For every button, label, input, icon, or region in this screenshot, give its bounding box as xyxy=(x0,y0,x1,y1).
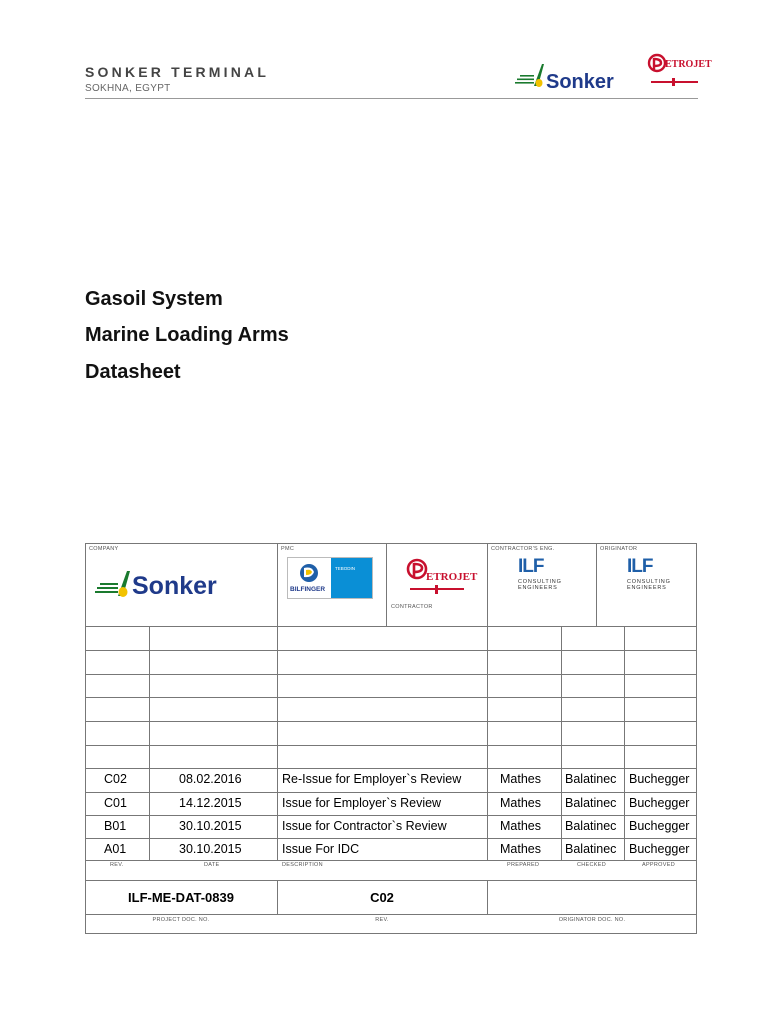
originator-label: ORIGINATOR xyxy=(600,546,638,552)
approved-cell: Buchegger xyxy=(629,842,690,856)
ilf-contractors-eng-logo: ILF CONSULTING ENGINEERS xyxy=(518,556,562,591)
rev-cell: C02 xyxy=(104,772,127,786)
prepared-cell: Mathes xyxy=(500,772,541,786)
doc-revision: C02 xyxy=(370,890,394,905)
petrojet-logo xyxy=(648,50,712,90)
sonker-logo xyxy=(514,56,644,96)
checked-header: CHECKED xyxy=(577,862,606,868)
approved-cell: Buchegger xyxy=(629,819,690,833)
rev-label: REV. xyxy=(375,917,389,923)
bilfinger-tebodin-logo: BILFINGER TEBODIN xyxy=(287,557,373,599)
ilf-originator-logo: ILF CONSULTING ENGINEERS xyxy=(627,556,671,591)
checked-cell: Balatinec xyxy=(565,819,617,833)
header-logos xyxy=(514,56,712,96)
prepared-cell: Mathes xyxy=(500,842,541,856)
originator-doc-label: ORIGINATOR DOC. NO. xyxy=(558,917,626,923)
description-header: DESCRIPTION xyxy=(282,862,323,868)
svg-text:Sonker: Sonker xyxy=(546,71,614,93)
prepared-cell: Mathes xyxy=(500,819,541,833)
date-cell: 30.10.2015 xyxy=(179,842,242,856)
project-doc-label: PROJECT DOC. NO. xyxy=(152,917,210,923)
header-divider xyxy=(85,98,698,99)
contractor-label: CONTRACTOR xyxy=(391,604,433,610)
prepared-header: PREPARED xyxy=(507,862,540,868)
svg-text:Sonker: Sonker xyxy=(132,572,217,600)
company-label: COMPANY xyxy=(89,546,119,552)
rev-cell: B01 xyxy=(104,819,127,833)
description-cell: Issue for Contractor`s Review xyxy=(282,819,447,833)
rev-cell: A01 xyxy=(104,842,127,856)
project-doc-number: ILF-ME-DAT-0839 xyxy=(128,890,234,905)
description-cell: Issue for Employer`s Review xyxy=(282,796,442,810)
sonker-company-logo xyxy=(94,566,264,606)
doc-title-line-2: Marine Loading Arms xyxy=(85,324,289,346)
pmc-label: PMC xyxy=(281,546,295,552)
date-cell: 08.02.2016 xyxy=(179,772,242,786)
date-cell: 14.12.2015 xyxy=(179,796,242,810)
date-cell: 30.10.2015 xyxy=(179,819,242,833)
doc-title-line-3: Datasheet xyxy=(85,361,181,383)
prepared-cell: Mathes xyxy=(500,796,541,810)
petrojet-contractor-logo xyxy=(406,556,478,598)
description-cell: Issue For IDC xyxy=(282,842,360,856)
doc-title-line-1: Gasoil System xyxy=(85,288,223,310)
company-header-title: SONKER TERMINAL xyxy=(85,64,270,80)
rev-header: REV. xyxy=(110,862,124,868)
checked-cell: Balatinec xyxy=(565,796,617,810)
svg-text:ETROJET: ETROJET xyxy=(426,571,478,583)
svg-text:ETROJET: ETROJET xyxy=(665,59,712,70)
approved-header: APPROVED xyxy=(642,862,675,868)
checked-cell: Balatinec xyxy=(565,842,617,856)
date-header: DATE xyxy=(204,862,220,868)
rev-cell: C01 xyxy=(104,796,127,810)
contractors-eng-label: CONTRACTOR'S ENG. xyxy=(491,546,555,552)
description-cell: Re-Issue for Employer`s Review xyxy=(282,772,462,786)
approved-cell: Buchegger xyxy=(629,796,690,810)
company-header-location: SOKHNA, EGYPT xyxy=(85,83,171,94)
checked-cell: Balatinec xyxy=(565,772,617,786)
approved-cell: Buchegger xyxy=(629,772,690,786)
